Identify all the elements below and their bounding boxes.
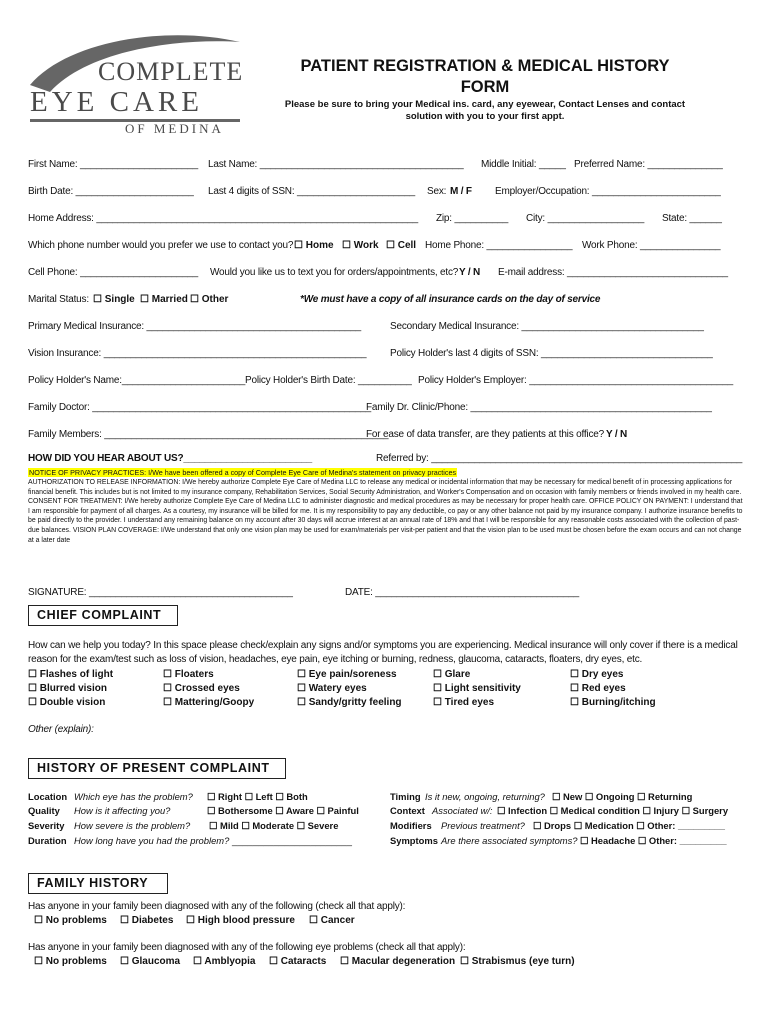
date-field[interactable]: DATE: ______________________________________: [345, 587, 580, 598]
location-label: Location: [28, 791, 68, 802]
marital-married-checkbox[interactable]: ☐ Married: [140, 294, 188, 305]
symptoms-label: Symptoms: [390, 835, 438, 846]
symptom-checkbox[interactable]: ☐ Burning/itching: [570, 697, 656, 708]
authorization-paragraph: AUTHORIZATION TO RELEASE INFORMATION: I/We hereby authorize Complete Eye Care of Medina LLC to release any medical or incidental information that may be necessary for medical benefit of in processing applications for financial benefit. This includes but is not limited to my insurance company, Rehabilitation Services, Social Security Administration, and Worker's Compensation and on occasion with family members or friends involved in my health care. CONSENT FOR TREATMENT: I/We hereby authorize Complete Eye Care of Medina LLC to administer diagnostic and medical procedures as may be necessary for proper health care. OFFICE POLICY ON PAYMENT: I understand that I am responsible for payment of all charges. As a courtesy, my insurance will be billed for me. It is my responsibility to pay any deductible, co pay or any other balance not paid by my insurance company. I authorize insurance benefits to be paid directly to the provider. I understand any remaining balance on my account after 30 days will accrue interest at an annual rate of 18% and that I will be responsible for any reasonable costs associated with the collection of past-due balances. VISION PLAN COVERAGE: I/We understand that only one vision plan may be used for exam/materials per visit-per patient and that the vision plan to be used must be chosen before the exam occurs and can not change at a later date: [28, 479, 743, 544]
family-history-header: [28, 873, 168, 894]
symptom-checkbox[interactable]: ☐ Mattering/Goopy: [163, 697, 255, 708]
other-explain-label[interactable]: Other (explain):: [28, 724, 94, 735]
employer-field[interactable]: Employer/Occupation: ________________________: [495, 186, 721, 197]
severity-question: How severe is the problem?: [74, 820, 191, 831]
modifiers-label: Modifiers: [390, 820, 432, 831]
family-question-2: Has anyone in your family been diagnosed with any of the following eye problems (check all that apply):: [28, 942, 466, 953]
quality-options[interactable]: ☐ Bothersome ☐ Aware ☐ Painful: [207, 805, 359, 816]
symptoms-options[interactable]: ☐ Headache ☐ Other: _________: [580, 835, 727, 846]
history-title: HISTORY OF PRESENT COMPLAINT: [37, 761, 270, 775]
marital-other-checkbox[interactable]: ☐ Other: [190, 294, 229, 305]
family-eye-condition-checkbox[interactable]: ☐ Cataracts: [269, 956, 327, 967]
zip-field[interactable]: Zip: __________: [436, 213, 509, 224]
holder-name-field[interactable]: Policy Holder's Name:_______________________: [28, 375, 246, 386]
symptom-checkbox[interactable]: ☐ Blurred vision: [28, 683, 107, 694]
form-subtitle: Please be sure to bring your Medical ins. card, any eyewear, Contact Lenses and contact solution with you to your first appt.: [284, 99, 686, 122]
timing-options[interactable]: ☐ New ☐ Ongoing ☐ Returning: [552, 791, 693, 802]
privacy-notice: NOTICE OF PRIVACY PRACTICES: I/We have been offered a copy of Complete Eye Care of Medina's statement on privacy practices: [29, 468, 457, 477]
phone-preference-label: Which phone number would you prefer we use to contact you?: [28, 240, 294, 251]
symptom-checkbox[interactable]: ☐ Eye pain/soreness: [297, 669, 397, 680]
referred-by-field[interactable]: Referred by: __________________________________________________________: [376, 453, 743, 464]
holder-employer-field[interactable]: Policy Holder's Employer: ______________________________________: [418, 375, 733, 386]
modifiers-options[interactable]: ☐ Drops ☐ Medication ☐ Other: _________: [533, 820, 725, 831]
family-history-title: FAMILY HISTORY: [37, 876, 149, 890]
symptoms-question: Are there associated symptoms?: [441, 835, 578, 846]
form-title: PATIENT REGISTRATION & MEDICAL HISTORY FORM: [300, 57, 670, 96]
phone-home-checkbox[interactable]: ☐ Home: [294, 240, 334, 251]
email-field[interactable]: E-mail address: ______________________________: [498, 267, 728, 278]
phone-cell-checkbox[interactable]: ☐ Cell: [386, 240, 417, 251]
family-condition-checkbox[interactable]: ☐ No problems: [34, 915, 107, 926]
family-eye-condition-checkbox[interactable]: ☐ Glaucoma: [120, 956, 181, 967]
symptom-checkbox[interactable]: ☐ Dry eyes: [570, 669, 624, 680]
symptom-checkbox[interactable]: ☐ Red eyes: [570, 683, 626, 694]
cell-phone-field[interactable]: Cell Phone: ______________________: [28, 267, 199, 278]
phone-work-checkbox[interactable]: ☐ Work: [342, 240, 379, 251]
work-phone-field[interactable]: Work Phone: _______________: [582, 240, 721, 251]
home-phone-field[interactable]: Home Phone: ________________: [425, 240, 573, 251]
state-field[interactable]: State: ______: [662, 213, 722, 224]
family-condition-checkbox[interactable]: ☐ High blood pressure: [186, 915, 295, 926]
primary-insurance-field[interactable]: Primary Medical Insurance: ________________________________________: [28, 321, 361, 332]
logo-eye-care-text: EYE CARE: [30, 86, 203, 118]
context-question: Associated w/:: [432, 805, 493, 816]
family-condition-checkbox[interactable]: ☐ Diabetes: [120, 915, 174, 926]
symptom-checkbox[interactable]: ☐ Crossed eyes: [163, 683, 240, 694]
location-question: Which eye has the problem?: [74, 791, 193, 802]
chief-intro-line-1: How can we help you today? In this space please check/explain any signs and/or symptoms you are experiencing. Medical insurance will only cover if there is a medical: [28, 640, 738, 651]
timing-label: Timing: [390, 791, 421, 802]
family-question-1: Has anyone in your family been diagnosed with any of the following (check all that apply):: [28, 901, 406, 912]
severity-options[interactable]: ☐ Mild ☐ Moderate ☐ Severe: [209, 820, 339, 831]
history-header: [28, 758, 286, 779]
family-eye-condition-checkbox[interactable]: ☐ Strabismus (eye turn): [460, 956, 575, 967]
first-name-field[interactable]: First Name: ______________________: [28, 159, 199, 170]
duration-field[interactable]: _______________________: [232, 835, 352, 846]
chief-intro-line-2: reason for the exam/test such as loss of vision, headaches, eye pain, eye itching or burning, redness, glaucoma, cataracts, floaters, dry eyes, etc.: [28, 654, 643, 665]
symptom-checkbox[interactable]: ☐ Light sensitivity: [433, 683, 521, 694]
vision-insurance-field[interactable]: Vision Insurance: _________________________________________________: [28, 348, 367, 359]
family-eye-condition-checkbox[interactable]: ☐ No problems: [34, 956, 107, 967]
middle-initial-field[interactable]: Middle Initial: _____: [481, 159, 566, 170]
birth-date-field[interactable]: Birth Date: ______________________: [28, 186, 194, 197]
modifiers-question: Previous treatment?: [441, 820, 525, 831]
data-transfer-label: For ease of data transfer, are they patients at this office?: [366, 429, 604, 440]
context-options[interactable]: ☐ Infection ☐ Medical condition ☐ Injury ☐ Surgery: [497, 805, 729, 816]
symptom-checkbox[interactable]: ☐ Glare: [433, 669, 471, 680]
holder-ssn-field[interactable]: Policy Holder's last 4 digits of SSN: ________________________________: [390, 348, 713, 359]
city-field[interactable]: City: __________________: [526, 213, 645, 224]
symptom-checkbox[interactable]: ☐ Watery eyes: [297, 683, 367, 694]
family-members-field[interactable]: Family Members: _____________________________________________________: [28, 429, 389, 440]
duration-question: How long have you had the problem?: [74, 835, 230, 846]
symptom-checkbox[interactable]: ☐ Floaters: [163, 669, 214, 680]
home-address-field[interactable]: Home Address: ____________________________________________________________: [28, 213, 419, 224]
signature-field[interactable]: SIGNATURE: ______________________________________: [28, 587, 293, 598]
preferred-name-field[interactable]: Preferred Name: ______________: [574, 159, 723, 170]
chief-complaint-title: CHIEF COMPLAINT: [37, 608, 162, 622]
holder-birth-field[interactable]: Policy Holder's Birth Date: __________: [245, 375, 412, 386]
chief-complaint-header: [28, 605, 178, 626]
context-label: Context: [390, 805, 425, 816]
secondary-insurance-field[interactable]: Secondary Medical Insurance: __________________________________: [390, 321, 704, 332]
family-doctor-field[interactable]: Family Doctor: ____________________________________________________: [28, 402, 372, 413]
family-eye-condition-checkbox[interactable]: ☐ Amblyopia: [193, 956, 256, 967]
family-eye-condition-checkbox[interactable]: ☐ Macular degeneration: [340, 956, 456, 967]
location-options[interactable]: ☐ Right ☐ Left ☐ Both: [207, 791, 308, 802]
family-clinic-field[interactable]: Family Dr. Clinic/Phone: _____________________________________________: [366, 402, 712, 413]
data-transfer-yes-no[interactable]: Y / N: [606, 429, 628, 440]
text-yes-no[interactable]: Y / N: [459, 267, 481, 278]
marital-single-checkbox[interactable]: ☐ Single: [93, 294, 135, 305]
symptom-checkbox[interactable]: ☐ Double vision: [28, 697, 106, 708]
ssn-field[interactable]: Last 4 digits of SSN: ______________________: [208, 186, 415, 197]
hear-about-us-field[interactable]: HOW DID YOU HEAR ABOUT US?________________________: [28, 453, 313, 464]
symptom-checkbox[interactable]: ☐ Tired eyes: [433, 697, 495, 708]
marital-status-label: Marital Status:: [28, 294, 89, 305]
logo-complete-text: COMPLETE: [98, 57, 244, 86]
symptom-checkbox[interactable]: ☐ Sandy/gritty feeling: [297, 697, 402, 708]
last-name-field[interactable]: Last Name: ______________________________________: [208, 159, 464, 170]
severity-label: Severity: [28, 820, 65, 831]
sex-options[interactable]: M / F: [450, 186, 472, 197]
timing-question: Is it new, ongoing, returning?: [425, 791, 545, 802]
family-condition-checkbox[interactable]: ☐ Cancer: [309, 915, 355, 926]
logo-medina-text: OF MEDINA: [125, 121, 224, 136]
duration-label: Duration: [28, 835, 67, 846]
quality-question: How is it affecting you?: [74, 805, 171, 816]
quality-label: Quality: [28, 805, 60, 816]
symptom-checkbox[interactable]: ☐ Flashes of light: [28, 669, 114, 680]
text-preference-label: Would you like us to text you for orders/appointments, etc?: [210, 267, 459, 278]
sex-label: Sex:: [427, 186, 447, 197]
insurance-note: *We must have a copy of all insurance cards on the day of service: [300, 294, 601, 305]
